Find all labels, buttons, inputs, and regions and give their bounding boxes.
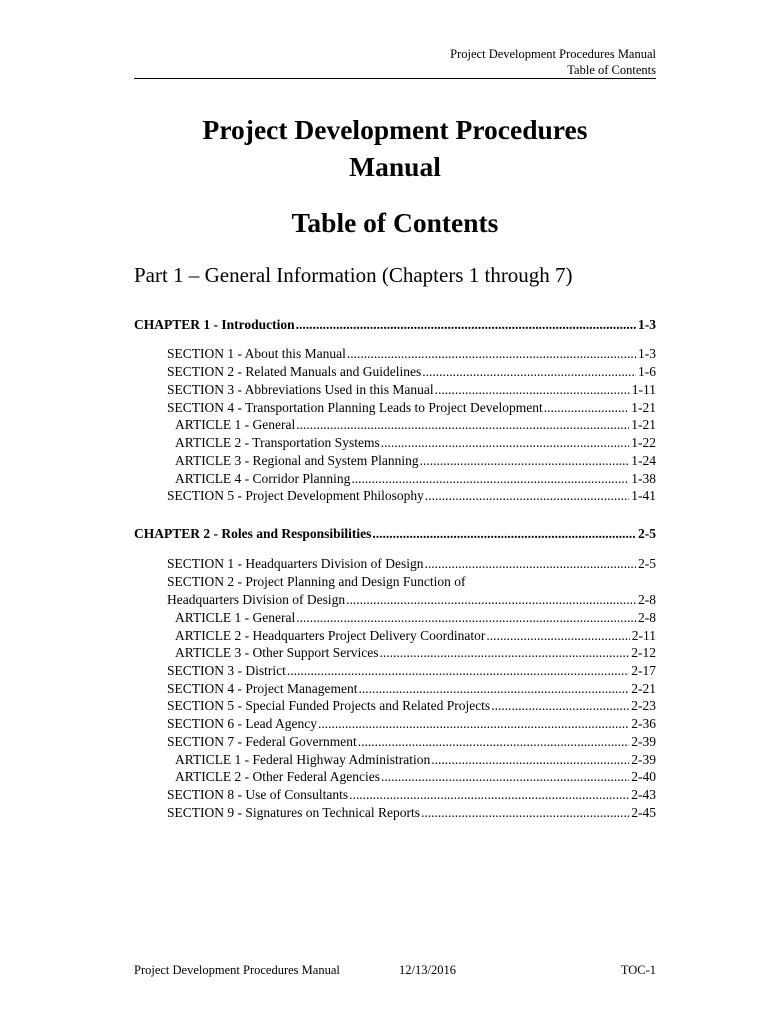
toc-entry-page: 2-5 (638, 556, 656, 571)
running-header (450, 46, 656, 78)
toc-dot-leader (349, 786, 629, 804)
toc-entry-page: 2-5 (638, 526, 656, 541)
page-footer (134, 962, 656, 978)
toc-entry-label: SECTION 5 - Special Funded Projects and Related Projects (167, 698, 491, 713)
toc-chapter-entry[interactable] (134, 316, 656, 334)
toc-entry-label: SECTION 1 - Headquarters Division of Design (167, 556, 424, 571)
toc-article-entry[interactable] (175, 609, 656, 627)
toc-section-entry[interactable] (167, 786, 656, 804)
toc-section-entry[interactable] (167, 573, 656, 591)
toc-article-entry[interactable] (175, 768, 656, 786)
toc-dot-leader (351, 470, 629, 488)
toc-article-entry[interactable] (175, 452, 656, 470)
toc-dot-leader (435, 381, 630, 399)
toc-section-entry[interactable] (167, 555, 656, 573)
toc-entry-page: 1-22 (631, 435, 656, 450)
toc-entry-page: 2-45 (631, 805, 656, 820)
toc-dot-leader (296, 416, 629, 434)
toc-entry-page: 1-3 (638, 317, 656, 332)
toc-section-entry[interactable] (167, 363, 656, 381)
toc-article-entry[interactable] (175, 751, 656, 769)
toc-section-entry[interactable] (167, 381, 656, 399)
toc-heading: Table of Contents (291, 207, 499, 238)
toc-section-entry[interactable] (167, 733, 656, 751)
toc-entry-label: SECTION 4 - Transportation Planning Leads to Project Development (167, 400, 543, 415)
toc-entry-page: 2-39 (631, 752, 656, 767)
toc-chapter-entry[interactable] (134, 525, 656, 543)
toc-article-entry[interactable] (175, 434, 656, 452)
toc-dot-leader (381, 434, 630, 452)
toc-entry-label: ARTICLE 2 - Transportation Systems (175, 435, 380, 450)
toc-entry-label: ARTICLE 4 - Corridor Planning (175, 471, 351, 486)
toc-dot-leader (544, 399, 630, 417)
toc-entry-label: SECTION 1 - About this Manual (167, 346, 346, 361)
toc-entry-page: 2-8 (638, 592, 656, 607)
toc-dot-leader (372, 525, 636, 543)
toc-dot-leader (380, 644, 630, 662)
toc-entry-page: 1-41 (631, 488, 656, 503)
toc-entry-page: 2-40 (631, 769, 656, 784)
toc-entry-page: 2-23 (631, 698, 656, 713)
part-heading: Part 1 – General Information (Chapters 1 through 7) (134, 263, 573, 287)
toc-dot-leader (491, 697, 629, 715)
toc-entry-label: CHAPTER 1 - Introduction (134, 317, 295, 332)
toc-section-entry[interactable] (167, 345, 656, 363)
toc-dot-leader (358, 733, 630, 751)
running-header-subtitle: Table of Contents (567, 63, 656, 77)
toc-entry-page: 1-3 (638, 346, 656, 361)
toc-entry-label: ARTICLE 1 - Federal Highway Administration (175, 752, 431, 767)
toc-dot-leader (287, 662, 629, 680)
running-header-title: Project Development Procedures Manual (450, 47, 656, 61)
toc-dot-leader (420, 452, 630, 470)
toc-entry-label: SECTION 8 - Use of Consultants (167, 787, 349, 802)
document-title-line-1: Project Development Procedures (202, 114, 588, 145)
toc-article-entry[interactable] (175, 416, 656, 434)
toc-entry-page: 2-11 (631, 628, 656, 643)
toc-entry-page: 1-24 (631, 453, 656, 468)
toc-section-entry[interactable] (167, 487, 656, 505)
toc-entry-page: 2-17 (631, 663, 656, 678)
toc-entry-label: SECTION 7 - Federal Government (167, 734, 357, 749)
toc-entry-label: SECTION 5 - Project Development Philosophy (167, 488, 424, 503)
toc-section-entry[interactable] (167, 399, 656, 417)
toc-entry-label: ARTICLE 3 - Other Support Services (175, 645, 379, 660)
toc-entry-label: CHAPTER 2 - Roles and Responsibilities (134, 526, 372, 541)
toc-entry-label: ARTICLE 1 - General (175, 417, 296, 432)
toc-section-entry[interactable] (167, 804, 656, 822)
toc-entry-label: SECTION 3 - Abbreviations Used in this Manual (167, 382, 434, 397)
document-title (134, 111, 656, 185)
toc-entry-page: 1-38 (631, 471, 656, 486)
toc-dot-leader (296, 316, 636, 334)
toc-dot-leader (424, 555, 636, 573)
toc-entry-label: SECTION 6 - Lead Agency (167, 716, 317, 731)
toc-section-entry[interactable] (167, 715, 656, 733)
toc-entry-label: SECTION 2 - Related Manuals and Guidelines (167, 364, 422, 379)
toc-entry-page: 2-21 (631, 681, 656, 696)
footer-title: Project Development Procedures Manual (134, 963, 340, 977)
toc-section-entry[interactable] (167, 662, 656, 680)
toc-entry-label: ARTICLE 1 - General (175, 610, 296, 625)
toc-dot-leader (425, 487, 629, 505)
toc-dot-leader (296, 609, 636, 627)
toc-entry-page: 2-8 (638, 610, 656, 625)
toc-entry-label: SECTION 9 - Signatures on Technical Reports (167, 805, 421, 820)
toc-entry-label: SECTION 3 - District (167, 663, 286, 678)
toc-dot-leader (422, 363, 636, 381)
toc-section-entry[interactable] (167, 697, 656, 715)
toc-dot-leader (318, 715, 629, 733)
toc-entry-label: SECTION 2 - Project Planning and Design Function of (167, 574, 466, 589)
toc-article-entry[interactable] (175, 470, 656, 488)
toc-dot-leader (346, 591, 636, 609)
toc-dot-leader (431, 751, 629, 769)
toc-entry-page: 2-43 (631, 787, 656, 802)
toc-article-entry[interactable] (175, 644, 656, 662)
toc-dot-leader (486, 627, 629, 645)
toc-entry-label: ARTICLE 2 - Other Federal Agencies (175, 769, 381, 784)
toc-dot-leader (381, 768, 629, 786)
toc-dot-leader (421, 804, 629, 822)
toc-entry-label: ARTICLE 2 - Headquarters Project Delivery Coordinator (175, 628, 486, 643)
toc-entry-page: 2-12 (631, 645, 656, 660)
toc-section-entry[interactable] (167, 680, 656, 698)
toc-entry-label: Headquarters Division of Design (167, 592, 346, 607)
document-title-line-2: Manual (349, 151, 441, 182)
toc-entry-page: 2-36 (631, 716, 656, 731)
footer-date: 12/13/2016 (399, 963, 456, 977)
toc-entry-page: 1-6 (638, 364, 656, 379)
toc-article-entry[interactable] (175, 627, 656, 645)
toc-dot-leader (358, 680, 629, 698)
toc-entry-label: SECTION 4 - Project Management (167, 681, 358, 696)
toc-section-entry[interactable] (167, 591, 656, 609)
toc-entry-page: 2-39 (631, 734, 656, 749)
footer-page-number: TOC-1 (620, 963, 656, 977)
toc-dot-leader (347, 345, 636, 363)
toc-entry-page: 1-21 (631, 417, 656, 432)
toc-entry-page: 1-21 (631, 400, 656, 415)
toc-entry-page: 1-11 (631, 382, 656, 397)
toc-entry-label: ARTICLE 3 - Regional and System Planning (175, 453, 419, 468)
header-rule (134, 78, 656, 79)
